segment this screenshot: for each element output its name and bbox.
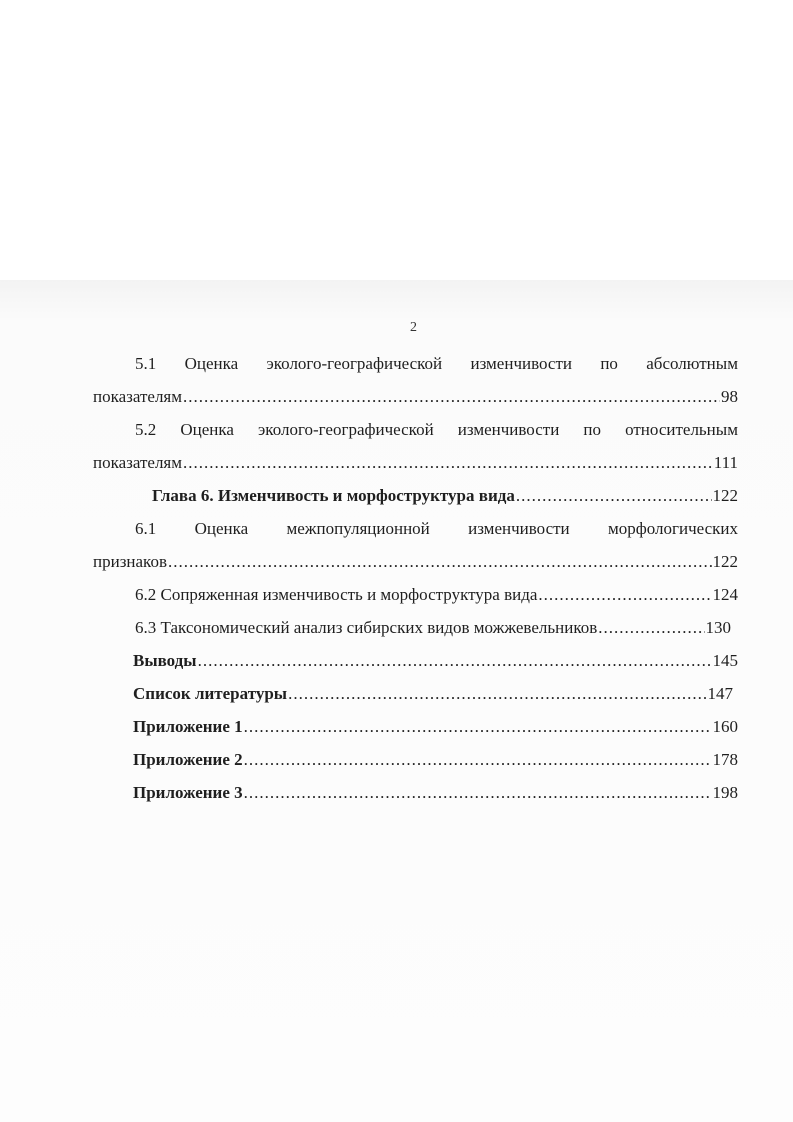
toc-word: 6.1: [135, 519, 157, 538]
toc-page: 147: [707, 684, 733, 703]
toc-word: по: [583, 420, 601, 439]
dot-leader: [183, 387, 720, 407]
toc-entry-appendix-1: [133, 717, 738, 737]
toc-page: 111: [713, 453, 738, 472]
toc-entry-appendix-3: [133, 783, 738, 803]
toc-entry-6-1-cont: [93, 552, 738, 572]
toc-word: 5.2: [135, 420, 157, 439]
toc-page: 160: [712, 717, 738, 736]
toc-title: 6.3 Таксономический анализ сибирских видов можжевельников: [135, 618, 598, 637]
toc-word: Оценка: [184, 354, 239, 373]
toc-page: 178: [712, 750, 738, 769]
toc-word: Оценка: [180, 420, 234, 439]
dot-leader: [198, 651, 712, 671]
toc-word: морфологических: [607, 519, 738, 538]
dot-leader: [183, 453, 713, 473]
dot-leader: [538, 585, 711, 605]
toc-title: показателям: [93, 453, 183, 472]
toc-page: 124: [712, 585, 738, 604]
dot-leader: [598, 618, 704, 638]
toc-entry-6-3: [135, 618, 731, 638]
toc-page: 122: [712, 486, 738, 505]
toc-page: 130: [705, 618, 731, 637]
toc-word: по: [600, 354, 618, 373]
toc-page: 198: [712, 783, 738, 802]
dot-leader: [288, 684, 706, 704]
dot-leader: [168, 552, 712, 572]
toc-title: Список литературы: [133, 684, 288, 703]
toc-page: 122: [712, 552, 738, 571]
toc-title: Приложение 3: [133, 783, 243, 802]
toc-title: Выводы: [133, 651, 197, 670]
toc-entry-references: [133, 684, 733, 704]
toc-word: изменчивости: [457, 420, 560, 439]
dot-leader: [244, 783, 712, 803]
toc-chapter-6: [152, 486, 738, 506]
toc-chapter-title: Глава 6. Изменчивость и морфоструктура вида: [152, 486, 515, 505]
toc-page: 98: [721, 387, 738, 406]
dot-leader: [516, 486, 712, 506]
toc-entry-5-2: [135, 420, 738, 440]
toc-entry-5-2-cont: [93, 453, 738, 473]
toc-title: Приложение 2: [133, 750, 243, 769]
toc-word: эколого-географической: [266, 354, 443, 373]
dot-leader: [244, 717, 712, 737]
toc-page: 145: [712, 651, 738, 670]
toc-entry-appendix-2: [133, 750, 738, 770]
toc-entry-conclusions: [133, 651, 738, 671]
dot-leader: [244, 750, 712, 770]
toc-entry-6-2: [135, 585, 738, 605]
toc-word: Оценка: [194, 519, 249, 538]
toc-word: абсолютным: [646, 354, 738, 373]
toc-word: изменчивости: [468, 519, 570, 538]
toc-entry-5-1-cont: [93, 387, 738, 407]
toc-entry-6-1: [135, 519, 738, 539]
page-number: 2: [410, 320, 417, 335]
toc-word: эколого-географической: [258, 420, 434, 439]
toc-word: относительным: [625, 420, 738, 439]
toc-title: признаков: [93, 552, 167, 571]
toc-word: изменчивости: [470, 354, 572, 373]
toc-word: 5.1: [135, 354, 157, 373]
toc-word: межпопуляционной: [286, 519, 430, 538]
toc-entry-5-1: [135, 354, 738, 374]
toc-title: показателям: [93, 387, 183, 406]
toc-title: Приложение 1: [133, 717, 243, 736]
toc-title: 6.2 Сопряженная изменчивость и морфоструктура вида: [135, 585, 538, 604]
